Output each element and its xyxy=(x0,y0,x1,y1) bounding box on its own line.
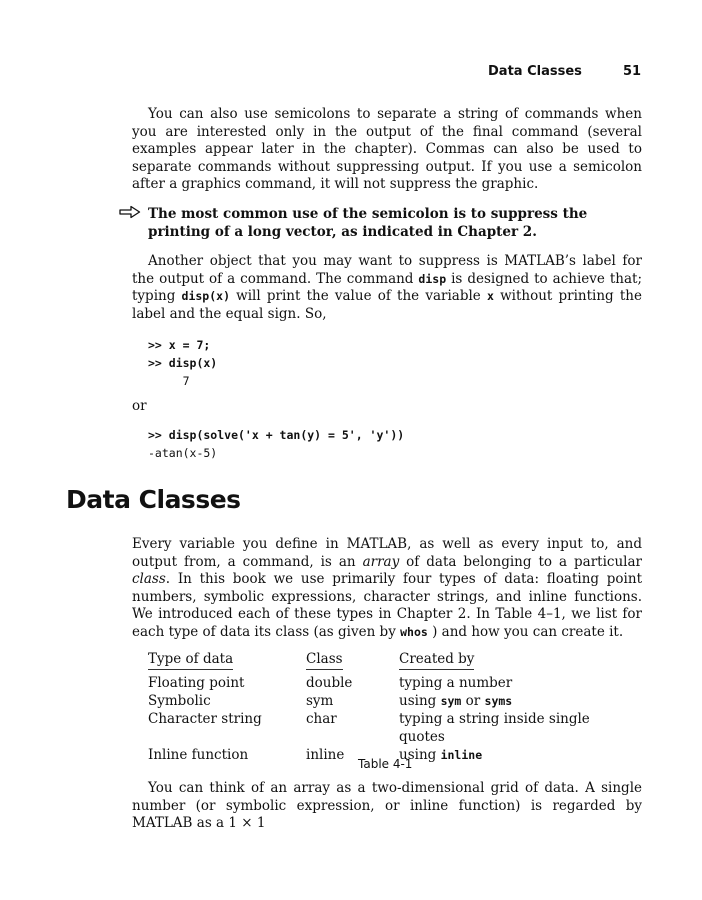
text-run: Another object that you may want to suppress is MATLAB’s label for the output of a command. The command xyxy=(132,253,642,287)
code-output: 7 xyxy=(148,374,190,388)
section-heading: Data Classes xyxy=(66,485,241,514)
text-run: is designed to achieve that; typing xyxy=(132,270,642,305)
cell-type: Character string xyxy=(148,711,262,727)
table-row xyxy=(148,710,639,746)
paragraph-semicolons: You can also use semicolons to separate a string of commands when you are interested only in the output of the final command (several examples appear later in the chapter). Commas can also be used to separate commands without suppressing output. If you use a semicolon after a graphics command, it will not suppress the graphic. xyxy=(132,106,642,193)
cell-type: Symbolic xyxy=(148,693,211,709)
code-line: >> x = 7; xyxy=(148,338,211,352)
table-row xyxy=(148,674,639,692)
cell-created-by: using sym or syms xyxy=(399,693,513,709)
cell-created-by: typing a string inside single quotes xyxy=(399,711,590,745)
text-run: Every variable you define in MATLAB, as well as every input to, and output from, a command, is an xyxy=(132,536,642,570)
table-header-row xyxy=(148,650,639,674)
text-run: will print the value of the variable xyxy=(230,288,487,305)
emphasis-class: class xyxy=(132,571,166,588)
cell-created-by: typing a number xyxy=(399,675,513,691)
cell-class: char xyxy=(306,711,337,727)
cell-type: Inline function xyxy=(148,747,249,763)
paragraph-data-classes xyxy=(132,536,642,642)
text-run: without printing the label and the equal sign. So, xyxy=(132,288,642,322)
text-run: ) and how you can create it. xyxy=(427,623,624,640)
code-x: x xyxy=(486,289,494,304)
arrow-tip-icon xyxy=(119,205,141,219)
page-number: 51 xyxy=(623,64,642,79)
cell-class: inline xyxy=(306,747,345,763)
cell-class: double xyxy=(306,675,353,691)
cell-class: sym xyxy=(306,693,334,709)
cell-type: Floating point xyxy=(148,675,245,691)
code-output: -atan(x-5) xyxy=(148,446,218,460)
column-header: Type of data xyxy=(148,650,306,674)
table-caption: Table 4-1 xyxy=(358,757,413,771)
or-word: or xyxy=(132,398,147,414)
cell-created-by: using inline xyxy=(399,747,483,763)
running-header-title: Data Classes xyxy=(488,64,582,79)
code-line: >> disp(x) xyxy=(148,356,218,370)
text-run: . In this book we use primarily four types of data: floating point numbers, symbolic expressions, character strings, and inline functions. We introduced each of these types in Chapter 2. In Table 4–1, we list for each type of data its class (as given by xyxy=(132,571,642,640)
code-disp: disp xyxy=(418,271,447,286)
emphasis-array: array xyxy=(362,553,400,570)
tip-text: The most common use of the semicolon is to suppress the printing of a long vector, as indicated in Chapter 2. xyxy=(148,206,588,240)
column-header: Created by xyxy=(399,650,639,674)
data-classes-table xyxy=(148,650,639,764)
code-whos: whos xyxy=(400,624,428,639)
paragraph-disp xyxy=(132,253,642,323)
table-row xyxy=(148,692,639,710)
code-line: >> disp(solve('x + tan(y) = 5', 'y')) xyxy=(148,428,405,442)
text-run: of data belonging to a particular xyxy=(399,553,642,570)
column-header: Class xyxy=(306,650,399,674)
paragraph-arrays: You can think of an array as a two-dimensional grid of data. A single number (or symbolic expression, or inline function) is regarded by MATLAB as a 1 × 1 xyxy=(132,780,642,832)
code-disp-x: disp(x) xyxy=(181,289,230,304)
